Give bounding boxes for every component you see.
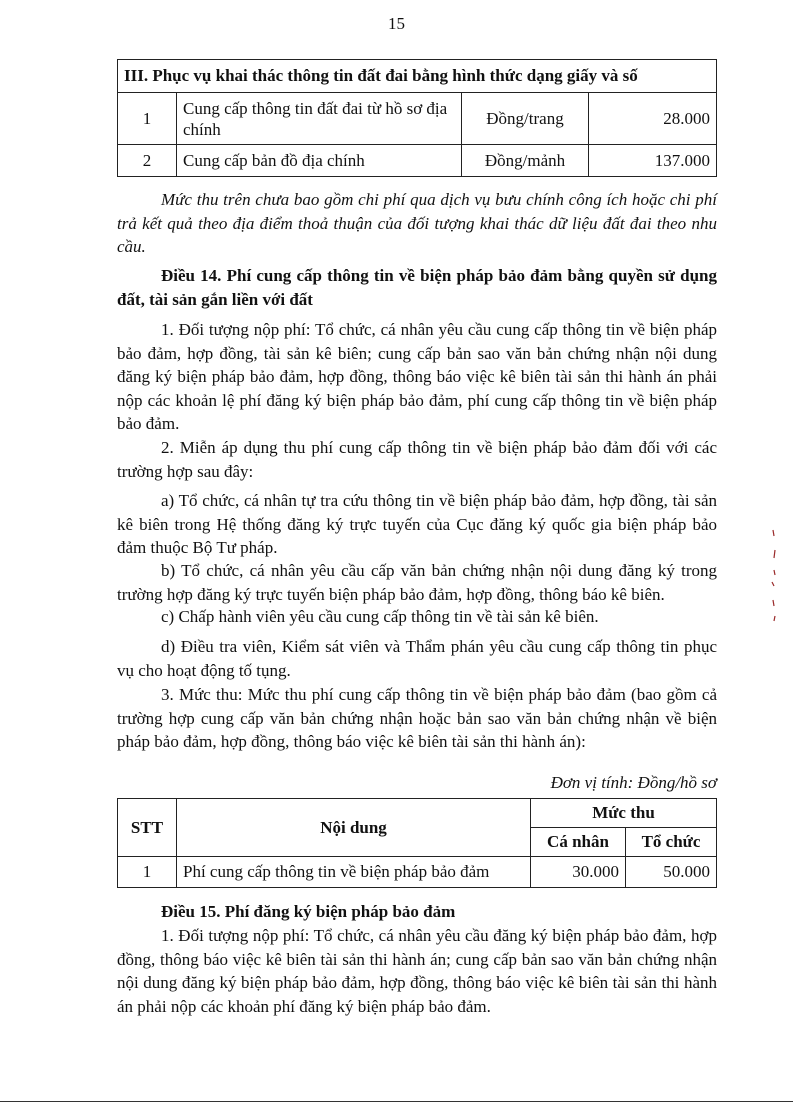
row-price: 28.000 [589,93,717,145]
row-individual-fee: 30.000 [531,857,626,888]
table-row [118,145,717,177]
table-header-row [118,799,717,828]
article-14-p2b: b) Tổ chức, cá nhân yêu cầu cấp văn bản chứng nhận nội dung đăng ký trong trường hợp đăng ký trực tuyến biện pháp bảo đảm, hợp đồng, thông báo kê biên. [117,561,717,604]
article-14-title: Điều 14. Phí cung cấp thông tin về biện pháp bảo đảm bằng quyền sử dụng đất, tài sản gắn liền với đất [117,266,717,309]
section-title: III. Phục vụ khai thác thông tin đất đai bằng hình thức dạng giấy và số [118,60,717,93]
row-stt: 1 [118,93,177,145]
header-individual: Cá nhân [531,828,626,857]
article-15-p1: 1. Đối tượng nộp phí: Tổ chức, cá nhân yêu cầu đăng ký biện pháp bảo đảm, hợp đồng, thông báo việc kê biên tài sản thi hành án; cung cấp bản sao văn bản chứng nhận nội dung đăng ký biện pháp bảo đảm, hợp đồng, thông báo việc kê biên tài sản thi hành án phải nộp các khoản phí đăng ký biện pháp bảo đảm. [117,926,717,1016]
article-14-p2: 2. Miễn áp dụng thu phí cung cấp thông tin về biện pháp bảo đảm đối với các trường hợp sau đây: [117,438,717,481]
table-row [118,93,717,145]
row-organization-fee: 50.000 [626,857,717,888]
row-price: 137.000 [589,145,717,177]
unit-note: Đơn vị tính: Đồng/hồ sơ [550,773,717,792]
header-rate: Mức thu [531,799,717,828]
footer-rule [0,1101,793,1102]
row-name: Cung cấp bản đồ địa chính [177,145,462,177]
article-14-p3: 3. Mức thu: Mức thu phí cung cấp thông tin về biện pháp bảo đảm (bao gồm cả trường hợp cung cấp văn bản chứng nhận hoặc bản sao văn bản chứng nhận về biện pháp bảo đảm, hợp đồng, thông báo việc kê biên tài sản thi hành án): [117,685,717,751]
fee-table-land-info [117,59,717,177]
row-name: Cung cấp thông tin đất đai từ hồ sơ địa chính [177,93,462,145]
article-14-p2d: d) Điều tra viên, Kiểm sát viên và Thẩm phán yêu cầu cung cấp thông tin phục vụ cho hoạt động tố tụng. [117,637,717,680]
article-14-p1: 1. Đối tượng nộp phí: Tổ chức, cá nhân yêu cầu cung cấp thông tin về biện pháp bảo đảm, hợp đồng, tài sản kê biên; cung cấp bản sao văn bản chứng nhận nội dung đăng ký biện pháp bảo đảm, hợp đồng, thông báo việc kê biên tài sản thi hành án phải nộp các khoản lệ phí đăng ký biện pháp bảo đảm, phí cung cấp thông tin về biện pháp bảo đảm. [117,320,717,433]
header-content: Nội dung [177,799,531,857]
article-14-p2a: a) Tổ chức, cá nhân tự tra cứu thông tin về biện pháp bảo đảm, hợp đồng, tài sản kê biên trong Hệ thống đăng ký trực tuyến của Cục đăng ký quốc gia biện pháp bảo đảm thuộc Bộ Tư pháp. [117,491,717,557]
row-unit: Đồng/trang [462,93,589,145]
article-15-title: Điều 15. Phí đăng ký biện pháp bảo đảm [161,902,456,921]
row-unit: Đồng/mảnh [462,145,589,177]
row-content: Phí cung cấp thông tin về biện pháp bảo đảm [177,857,531,888]
page-number: 15 [388,14,405,33]
table-row [118,857,717,888]
fee-note: Mức thu trên chưa bao gồm chi phí qua dịch vụ bưu chính công ích hoặc chi phí trả kết quả theo địa điểm thoả thuận của đối tượng khai thác dữ liệu đất đai theo nhu cầu. [117,190,717,256]
header-organization: Tổ chức [626,828,717,857]
header-stt: STT [118,799,177,857]
article-14-p2c: c) Chấp hành viên yêu cầu cung cấp thông tin về tài sản kê biên. [161,607,599,626]
table-section-row [118,60,717,93]
row-stt: 1 [118,857,177,888]
fee-table-security-info [117,798,717,888]
scan-margin-marks [761,520,781,640]
row-stt: 2 [118,145,177,177]
